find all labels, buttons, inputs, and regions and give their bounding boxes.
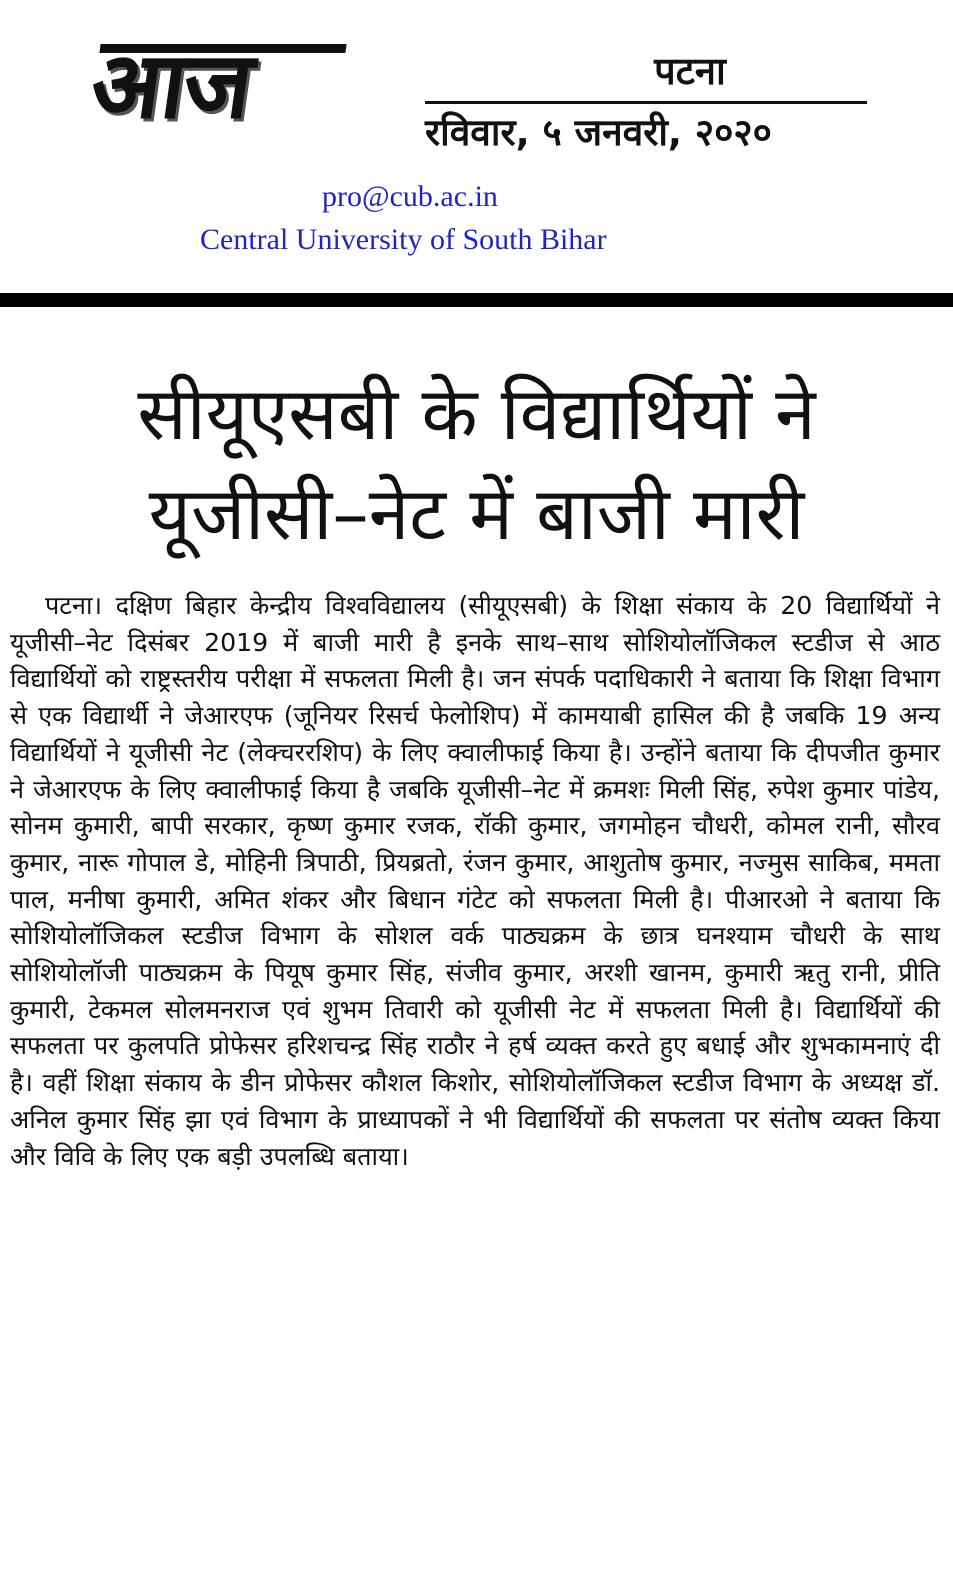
contact-email: pro@cub.ac.in: [322, 180, 498, 213]
edition-city: पटना: [654, 49, 726, 93]
newspaper-logo: आज: [84, 32, 258, 139]
headline-line-2: यूजीसी–नेट में बाजी मारी: [148, 472, 805, 557]
section-divider: [0, 293, 953, 307]
headline-line-1: सीयूएसबी के विद्यार्थियों ने: [137, 372, 816, 457]
edition-date: रविवार, ५ जनवरी, २०२०: [425, 111, 772, 154]
newspaper-masthead: [0, 0, 953, 295]
organization-name: Central University of South Bihar: [200, 223, 607, 256]
date-divider: [425, 101, 867, 104]
article-headline: [0, 365, 953, 565]
article-body: पटना। दक्षिण बिहार केन्द्रीय विश्वविद्यालय (सीयूएसबी) के शिक्षा संकाय के 20 विद्यार्थियों ने यूजीसी–नेट दिसंबर 2019 में बाजी मारी है इनके साथ–साथ सोशियोलॉजिकल स्टडीज से आठ विद्यार्थियों को राष्ट्रस्तरीय परीक्षा में सफलता मिली है। जन संपर्क पदाधिकारी ने बताया कि शिक्षा विभाग से एक विद्यार्थी ने जेआरएफ (जूनियर रिसर्च फेलोशिप) में कामयाबी हासिल की है जबकि 19 अन्य विद्यार्थियों ने यूजीसी नेट (लेक्चररशिप) के लिए क्वालीफाई किया है। उन्होंने बताया कि दीपजीत कुमार ने जेआरएफ के लिए क्वालीफाई किया है जबकि यूजीसी–नेट में क्रमशः मिली सिंह, रुपेश कुमार पांडेय, सोनम कुमारी, बापी सरकार, कृष्ण कुमार रजक, रॉकी कुमार, जगमोहन चौधरी, कोमल रानी, सौरव कुमार, नारू गोपाल डे, मोहिनी त्रिपाठी, प्रियब्रतो, रंजन कुमार, आशुतोष कुमार, नज्मुस साकिब, ममता पाल, मनीषा कुमारी, अमित शंकर और बिधान गंटेट को सफलता मिली है। पीआरओ ने बताया कि सोशियोलॉजिकल स्टडीज विभाग के सोशल वर्क पाठ्यक्रम के छात्र घनश्याम चौधरी के साथ सोशियोलॉजी पाठ्यक्रम के पियूष कुमार सिंह, संजीव कुमार, अरशी खानम, कुमारी ऋतु रानी, प्रीति कुमारी, टेकमल सोलमनराज एवं शुभम तिवारी को यूजीसी नेट में सफलता मिली है। विद्यार्थियों की सफलता पर कुलपति प्रोफेसर हरिशचन्द्र सिंह राठौर ने हर्ष व्यक्त करते हुए बधाई और शुभकामनाएं दी है। वहीं शिक्षा संकाय के डीन प्रोफेसर कौशल किशोर, सोशियोलॉजिकल स्टडीज विभाग के अध्यक्ष डॉ. अनिल कुमार सिंह झा एवं विभाग के प्राध्यापकों ने भी विद्यार्थियों की सफलता पर संतोष व्यक्त किया और विवि के लिए एक बड़ी उपलब्धि बताया।: [10, 591, 940, 1171]
